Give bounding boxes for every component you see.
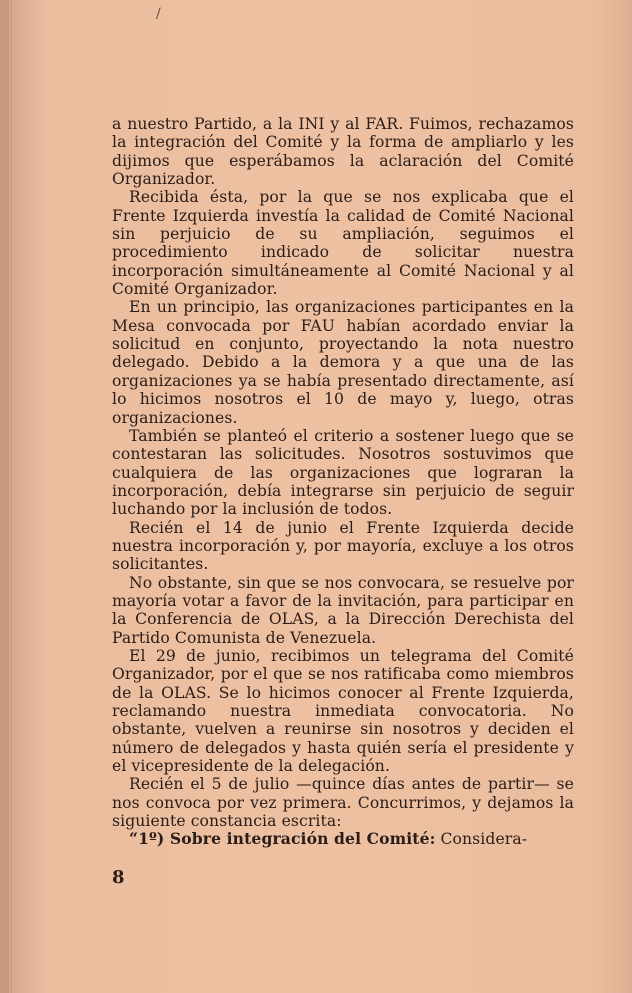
paragraph: En un principio, las organizaciones participantes en la Mesa convocada por FAU habían acordado enviar la solicitud en conjunto, proyectando la nota nuestro delegado. Debido a la demora y a que una de las organizaciones ya se había presentado directamente, así lo hicimos nosotros el 10 de mayo y, luego, otras organizaciones. bbox=[112, 298, 574, 427]
page-edge bbox=[11, 0, 12, 993]
book-page bbox=[8, 0, 632, 993]
paragraph: No obstante, sin que se nos convocara, se resuelve por mayoría votar a favor de la invitación, para participar en la Conferencia de OLAS, a la Dirección Derechista del Partido Comunista de Venezuela. bbox=[112, 573, 574, 647]
body-text bbox=[112, 115, 574, 849]
page-number: 8 bbox=[112, 867, 125, 888]
continuation-text: Considera- bbox=[435, 830, 528, 849]
paragraph: a nuestro Partido, a la INI y al FAR. Fuimos, rechazamos la integración del Comité y la forma de ampliarlo y les dijimos que esperábamos la aclaración del Comité Organizador. bbox=[112, 115, 574, 189]
paragraph: También se planteó el criterio a sostener luego que se contestaran las solicitudes. Nosotros sostuvimos que cualquiera de las organizaciones que lograran la incorporación, debía integrarse sin perjuicio de seguir luchando por la inclusión de todos. bbox=[112, 426, 574, 519]
paragraph: Recién el 14 de junio el Frente Izquierda decide nuestra incorporación y, por mayoría, excluye a los otros solicitantes. bbox=[112, 518, 574, 574]
pencil-mark: / bbox=[156, 6, 161, 22]
section-heading: “1º) Sobre integración del Comité: bbox=[129, 829, 436, 849]
paragraph: El 29 de junio, recibimos un telegrama del Comité Organizador, por el que se nos ratificaba como miembros de la OLAS. Se lo hicimos conocer al Frente Izquierda, reclamando nuestra inmediata convocatoria. No obstante, vuelven a reunirse sin nosotros y deciden el número de delegados y hasta quién sería el presidente y el vicepresidente de la delegación. bbox=[112, 646, 574, 776]
final-line bbox=[112, 830, 574, 848]
paragraph: Recibida ésta, por la que se nos explicaba que el Frente Izquierda investía la calidad de Comité Nacional sin perjuicio de su ampliación, seguimos el procedimiento indicado de solicitar nuestra incorporación simultáneamente al Comité Nacional y al Comité Organizador. bbox=[112, 188, 574, 299]
paragraph: Recién el 5 de julio —quince días antes de partir— se nos convoca por vez primera. Concurrimos, y dejamos la siguiente constancia escrita: bbox=[112, 775, 574, 831]
page-edge bbox=[8, 0, 9, 993]
